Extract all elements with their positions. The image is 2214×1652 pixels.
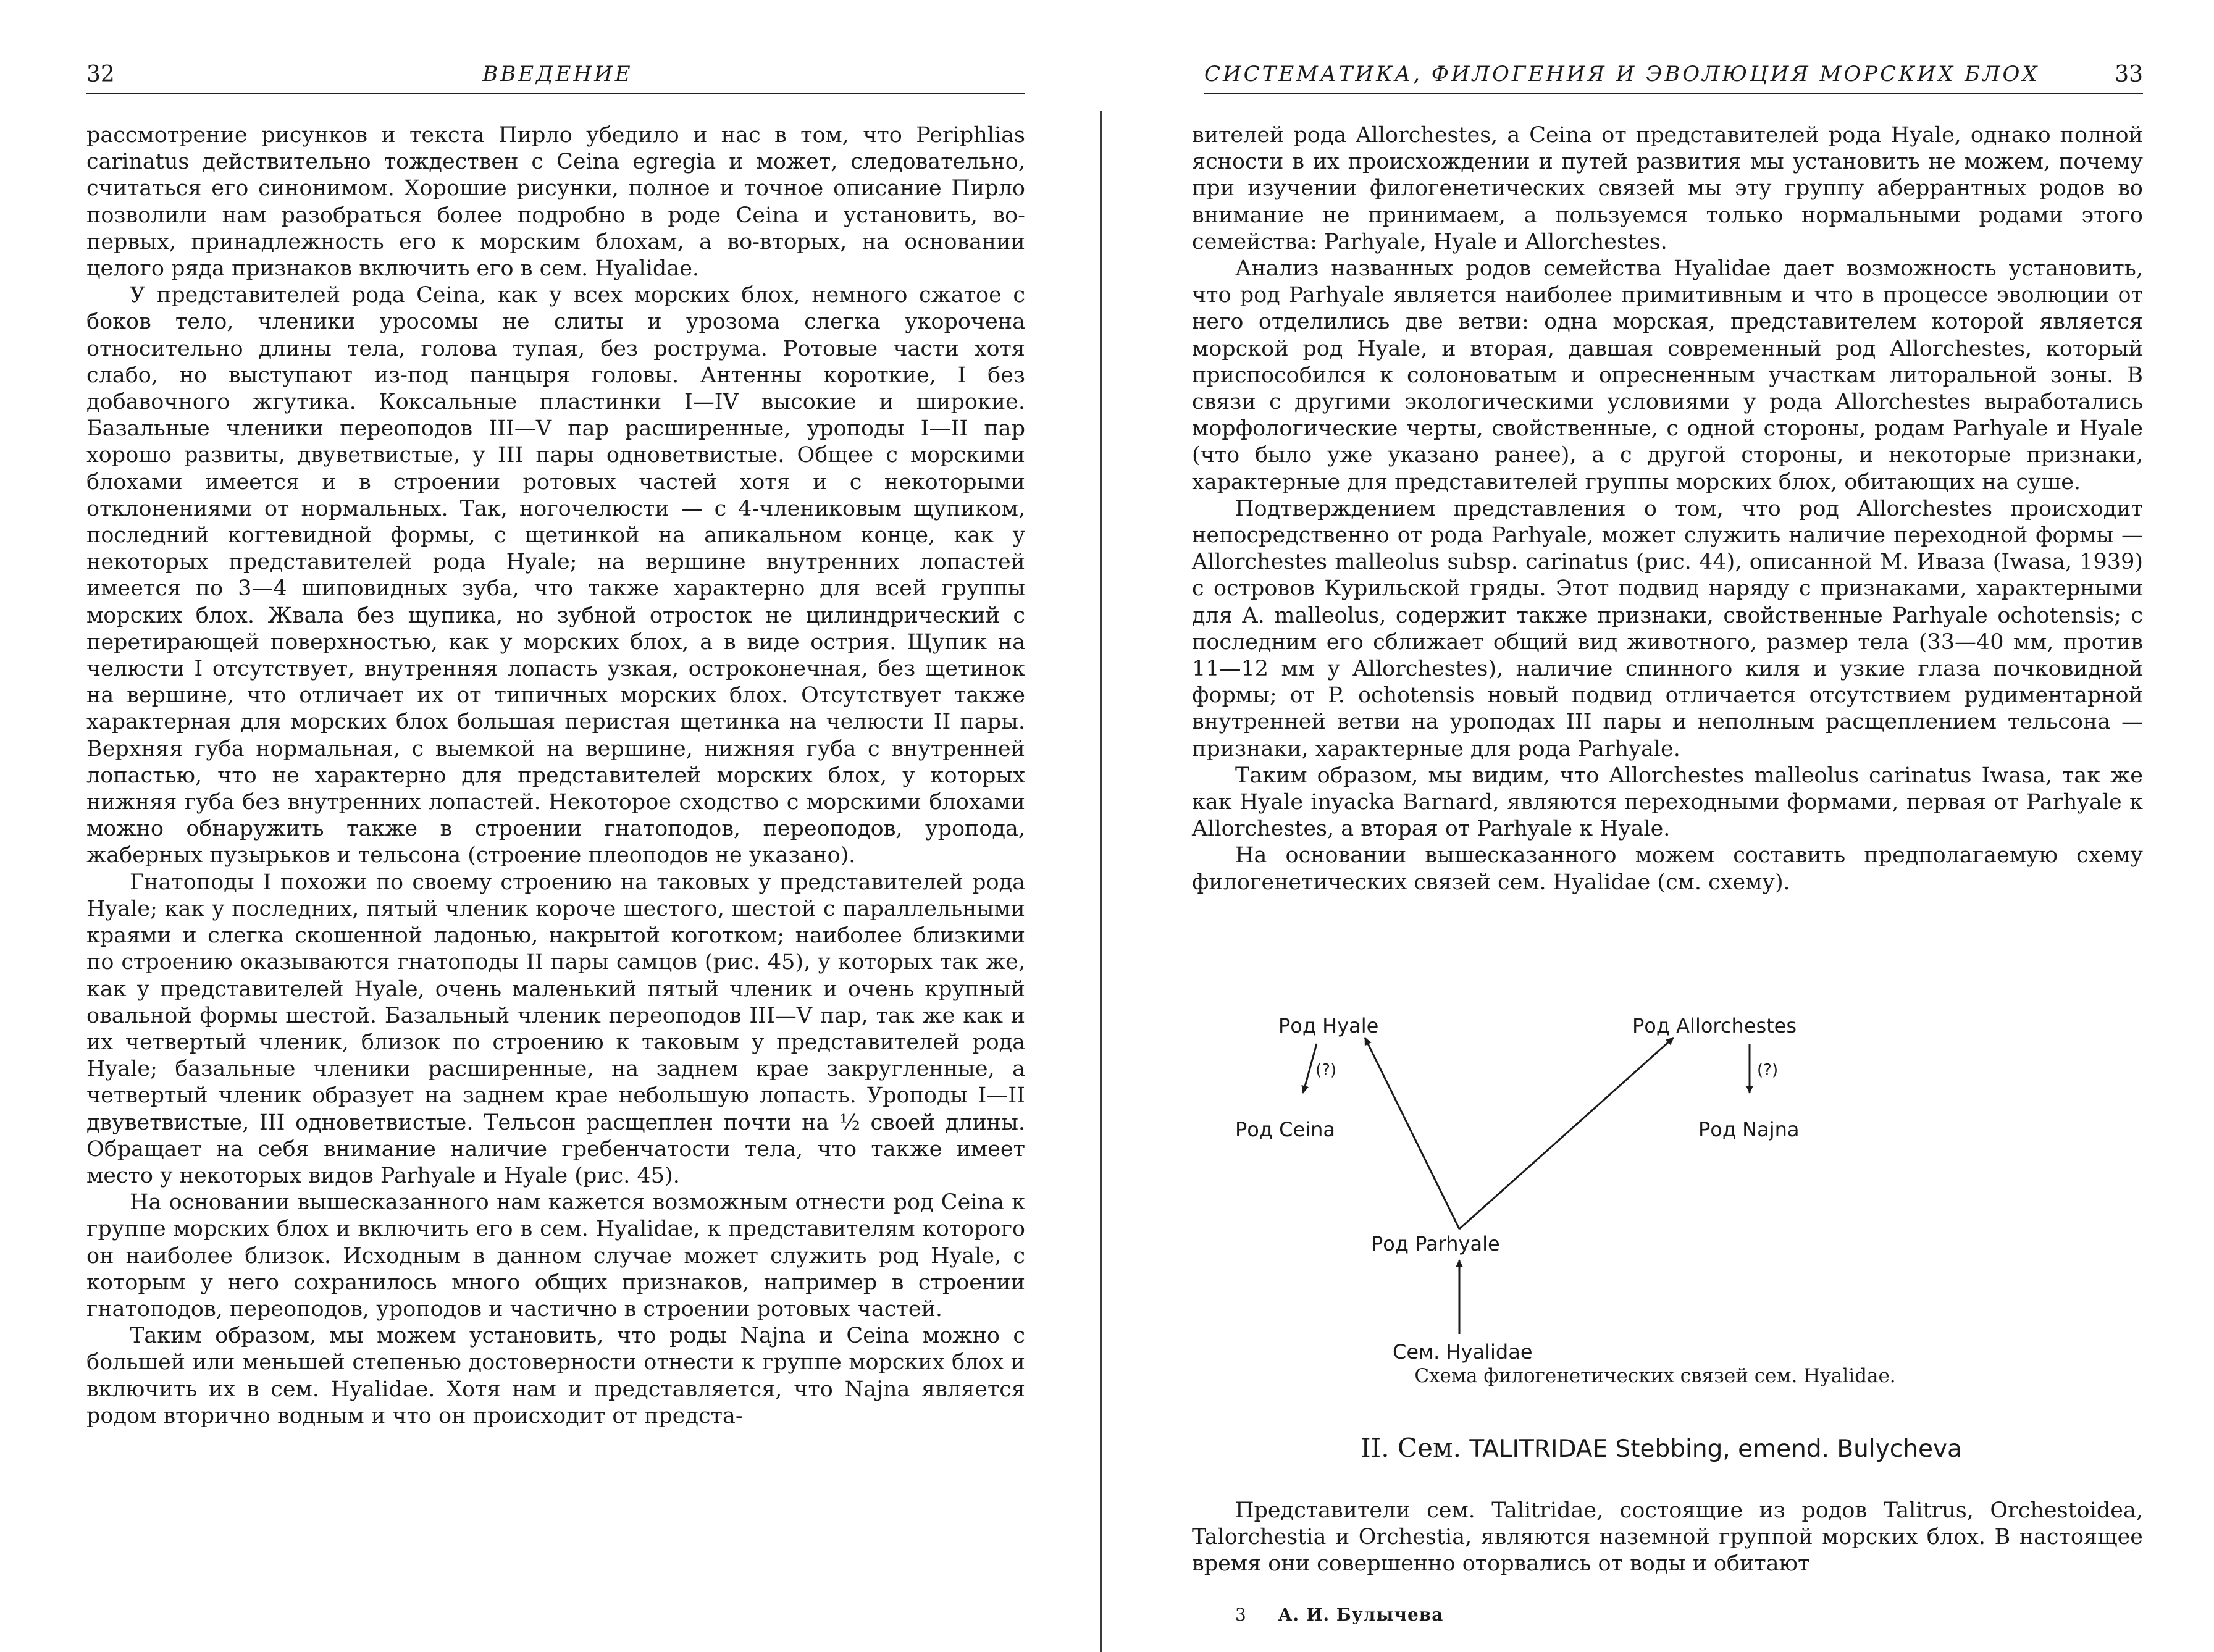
section-paragraph: Представители сем. Talitridae, состоящие из родов Talitrus, Orchestoidea, Talorchestia и Orchestia, являются наземной группой морских блох. В настоящее время они совершенно оторвались от воды и обитают xyxy=(1192,1498,2143,1577)
left-paragraph-3: Гнатоподы I похожи по своему строению на таковых у представителей рода Hyale; как у последних, пятый членик короче шестого, шестой с параллельными краями и слегка скошенной ладонью, накрытой коготком; наиболее близкими по строению оказываются гнатоподы II пары самцов (рис. 45), у которых так же, как у представителей Hyale, очень маленький пятый членик и очень крупный овальной формы шестой. Базальный членик переоподов III—V пар, так же как и их четвертый членик, близок по строению к таковым у представителей рода Hyale; базальные членики расширенные, на заднем крае закругленные, а четвертый членик образует на заднем крае небольшую лопасть. Уроподы I—II двуветвистые, III одноветвистые. Тельсон расщеплен почти на ½ своей длины. Обращает на себя внимание наличие гребенчатости тела, что также имеет место у некоторых видов Parhyale и Hyale (рис. 45). xyxy=(86,870,1025,1188)
right-body-text xyxy=(1192,122,2143,896)
section-title xyxy=(1229,1433,2094,1463)
right-header-rule xyxy=(1204,93,2143,94)
right-running-header xyxy=(1204,56,2143,93)
section-title-prefix: II. Сем. xyxy=(1361,1433,1461,1463)
right-page xyxy=(1105,0,2214,1652)
section-body-text xyxy=(1192,1498,2143,1578)
arrow-parhyale-to-allorchestes xyxy=(1459,1038,1674,1229)
right-header-title: СИСТЕМАТИКА, ФИЛОГЕНИЯ И ЭВОЛЮЦИЯ МОРСКИХ БЛОХ xyxy=(1204,62,2040,86)
right-paragraph-3: Подтверждением представления о том, что род Allorchestes происходит непосредственно от рода Parhyale, может служить наличие переходной формы — Allorchestes malleolus subsp. carinatus (рис. 44), описанной М. Иваза (Iwasa, 1939) с островов Курильской гряды. Этот подвид наряду с признаками, характерными для A. malleolus, содержит также признаки, свойственные Parhyale ochotensis; с последним его сближает общий вид животного, размер тела (33—40 мм, против 11—12 мм у Allorchestes), наличие спинного киля и узкие глаза почковидной формы; от P. ochotensis новый подвид отличается отсутствием рудиментарной внутренней ветви на уроподах III пары и неполным расщеплением тельсона — признаки, характерные для рода Parhyale. xyxy=(1192,496,2143,761)
right-paragraph-2: Анализ названных родов семейства Hyalidae дает возможность установить, что род Parhyale является наиболее примитивным и что в процессе эволюции от него отделились две ветви: одна морская, представителем которой является морской род Hyale, и вторая, давшая современный род Allorchestes, который приспособился к солоноватым и опресненным участкам литоральной зоны. В связи с другими экологическими условиями у рода Allorchestes выработались морфологические черты, свойственные, с одной стороны, родам Parhyale и Hyale (что было уже указано ранее), а с другой стороны, и некоторые признаки, характерные для представителей группы морских блох, обитающих на суше. xyxy=(1192,256,2143,495)
left-body-text xyxy=(86,122,1025,1430)
uncertain-mark-najna: (?) xyxy=(1757,1061,1779,1080)
book-gutter xyxy=(1100,111,1102,1652)
node-parhyale: Род Parhyale xyxy=(1371,1232,1500,1256)
node-najna: Род Najna xyxy=(1698,1118,1800,1141)
right-page-number: 33 xyxy=(2115,61,2143,87)
arrow-hyale-to-ceina xyxy=(1303,1044,1317,1093)
phylogeny-arrows xyxy=(1278,988,2032,1420)
section-title-family: TALITRIDAE Stebbing, emend. Bulycheva xyxy=(1469,1435,1962,1463)
left-paragraph-1: рассмотрение рисунков и текста Пирло убедило и нас в том, что Periphlias carinatus действительно тождествен с Ceina egregia и может, следовательно, считаться его синонимом. Хорошие рисунки, полное и точное описание Пирло позволили нам разобраться более подробно в роде Ceina и установить, во-первых, принадлежность его к морским блохам, а во-вторых, на основании целого ряда признаков включить его в сем. Hyalidae. xyxy=(86,123,1025,282)
node-ceina: Род Ceina xyxy=(1235,1118,1335,1141)
signature-author: А. И. Булычева xyxy=(1278,1604,1444,1625)
right-paragraph-4: Таким образом, мы видим, что Allorchestes malleolus carinatus Iwasa, так же как Hyale inyacka Barnard, являются переходными формами, первая от Parhyale к Allorchestes, а вторая от Parhyale к Hyale. xyxy=(1192,763,2143,842)
node-hyale: Род Hyale xyxy=(1278,1014,1379,1038)
node-hyalidae: Сем. Hyalidae xyxy=(1393,1340,1533,1364)
left-running-header xyxy=(86,56,1025,93)
left-paragraph-5: Таким образом, мы можем установить, что роды Najna и Ceina можно с большей или меньшей степенью достоверности отнести к группе морских блох и включить их в сем. Hyalidae. Хотя нам и представляется, что Najna является родом вторично водным и что он происходит от предста- xyxy=(86,1323,1025,1428)
left-page xyxy=(0,0,1099,1652)
left-header-title: ВВЕДЕНИЕ xyxy=(482,62,633,86)
signature-number: 3 xyxy=(1235,1604,1247,1625)
left-paragraph-2: У представителей рода Ceina, как у всех морских блох, немного сжатое с боков тело, членики уросомы не слиты и урозома слегка укорочена относительно длины тела, голова тупая, без рострума. Ротовые части хотя слабо, но выступают из-под панцыря головы. Антенны короткие, I без добавочного жгутика. Коксальные пластинки I—IV высокие и широкие. Базальные членики переоподов III—V пар расширенные, уроподы I—II пар хорошо развиты, двуветвистые, у III пары одноветвистые. Общее с морскими блохами имеется и в строении ротовых частей хотя и с некоторыми отклонениями от нормальных. Так, ногочелюсти — с 4-члениковым щупиком, последний когтевидной формы, с щетинкой на апикальном конце, как у некоторых представителей рода Hyale; на вершине внутренних лопастей имеется по 3—4 шиповидных зуба, что также характерно для всей группы морских блох. Жвала без щупика, но зубной отросток не цилиндрический с перетирающей поверхностью, как у морских блох, а в виде острия. Щупик на челюсти I отсутствует, внутренняя лопасть узкая, остроконечная, без щетинок на вершине, что отличает их от типичных морских блох. Отсутствует также характерная для морских блох большая перистая щетинка на челюсти II пары. Верхняя губа нормальная, с выемкой на вершине, нижняя губа с внутренней лопастью, что не характерно для представителей морских блох, у которых нижняя губа без внутренних лопастей. Некоторое сходство с морскими блохами можно обнаружить также в строении гнатоподов, переоподов, уропода, жаберных пузырьков и тельсона (строение плеоподов не указано). xyxy=(86,283,1025,868)
left-paragraph-4: На основании вышесказанного нам кажется возможным отнести род Ceina к группе морских блох и включить его в сем. Hyalidae, к представителям которого он наиболее близок. Исходным в данном случае может служить род Hyale, с которым у него сохранилось много общих признаков, например в строении гнатоподов, переоподов, уроподов и частично в строении ротовых частей. xyxy=(86,1190,1025,1322)
uncertain-mark-ceina: (?) xyxy=(1315,1061,1337,1080)
left-header-rule xyxy=(86,93,1025,94)
right-paragraph-5: На основании вышесказанного можем составить предполагаемую схему филогенетических связей сем. Hyalidae (см. схему). xyxy=(1192,843,2143,895)
left-page-number: 32 xyxy=(86,61,115,87)
printer-signature xyxy=(1235,1604,1443,1625)
diagram-caption: Схема филогенетических связей сем. Hyalidae. xyxy=(1414,1365,1896,1387)
phylogeny-diagram xyxy=(1235,988,2032,1420)
arrow-parhyale-to-hyale xyxy=(1365,1038,1459,1229)
node-allorchestes: Род Allorchestes xyxy=(1632,1014,1797,1038)
right-paragraph-1: вителей рода Allorchestes, а Ceina от представителей рода Hyale, однако полной ясности в их происхождении и путей развития мы установить не можем, почему при изучении филогенетических связей мы эту группу аберрантных родов во внимание не принимаем, а пользуемся только нормальными родами этого семейства: Parhyale, Hyale и Allorchestes. xyxy=(1192,123,2143,254)
